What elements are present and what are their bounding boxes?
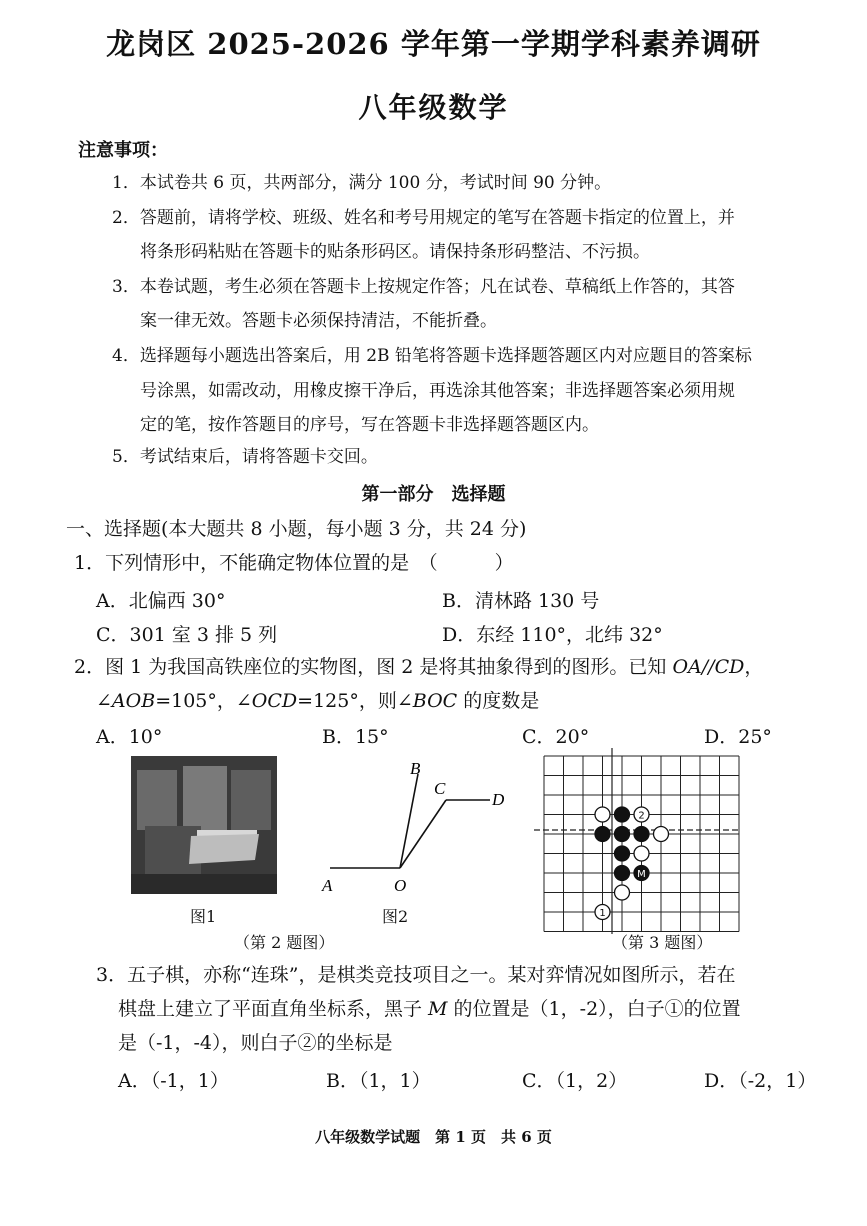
black-stone	[634, 827, 649, 842]
label-c: C	[434, 779, 446, 798]
note-line: 号涂黑，如需改动，用橡皮擦干净后，再选涂其他答案；非选择题答案必须用规	[140, 381, 735, 401]
angle-figure	[318, 756, 518, 896]
black-stone	[615, 846, 630, 861]
notes-heading: 注意事项：	[78, 140, 168, 161]
q1-option-b: B．清林路 130 号	[442, 590, 600, 612]
q1-stem: 1．下列情形中，不能确定物体位置的是 （ ）	[74, 552, 514, 574]
train-seat-photo	[131, 756, 277, 894]
q2-figure-caption: （第 2 题图）	[234, 933, 335, 952]
q3-stem-line3: 是（-1，-4），则白子②的坐标是	[118, 1032, 393, 1054]
q1-option-a: A．北偏西 30°	[96, 590, 226, 612]
black-stone	[615, 807, 630, 822]
q3-option-b: B．（1，1）	[326, 1070, 431, 1092]
black-stone	[595, 827, 610, 842]
q3-figure-caption: （第 3 题图）	[612, 933, 713, 952]
q2-option-a: A．10°	[96, 726, 163, 748]
q3-stem-line1: 3．五子棋，亦称“连珠”，是棋类竞技项目之一。某对弈情况如图所示，若在	[96, 964, 736, 986]
label-b: B	[410, 759, 421, 778]
note-line: 1．本试卷共 6 页，共两部分，满分 100 分，考试时间 90 分钟。	[112, 173, 612, 193]
q1-option-d: D．东经 110°，北纬 32°	[442, 624, 663, 646]
exam-title: 龙岗区 2025-2026 学年第一学期学科素养调研	[106, 27, 761, 61]
white-stone	[615, 885, 630, 900]
stone-label: 2	[638, 810, 645, 822]
q3-option-c: C．（1，2）	[522, 1070, 628, 1092]
note-line: 案一律无效。答题卡必须保持清洁，不能折叠。	[140, 311, 497, 331]
note-line: 3．本卷试题，考生必须在答题卡上按规定作答；凡在试卷、草稿纸上作答的，其答	[112, 277, 735, 297]
q1-option-c: C．301 室 3 排 5 列	[96, 624, 278, 646]
white-stone	[634, 846, 649, 861]
q2-option-d: D．25°	[704, 726, 772, 748]
note-line: 5．考试结束后，请将答题卡交回。	[112, 447, 378, 467]
note-line: 将条形码粘贴在答题卡的贴条形码区。请保持条形码整洁、不污损。	[140, 242, 650, 262]
page-footer: 八年级数学试题 第 1 页 共 6 页	[315, 1128, 552, 1146]
exam-subtitle: 八年级数学	[358, 91, 509, 124]
white-stone	[654, 827, 669, 842]
part-title: 第一部分 选择题	[361, 484, 506, 505]
gomoku-board	[534, 748, 740, 934]
label-o: O	[394, 876, 407, 895]
q2-option-c: C．20°	[522, 726, 590, 748]
q2-option-b: B．15°	[322, 726, 389, 748]
q3-option-a: A．（-1，1）	[118, 1070, 229, 1092]
black-stone	[615, 866, 630, 881]
fig1-caption: 图1	[190, 907, 217, 926]
stone-label: M	[637, 869, 646, 880]
q3-option-d: D．（-2，1）	[704, 1070, 817, 1092]
label-d: D	[492, 790, 505, 809]
section-heading: 一、选择题(本大题共 8 小题，每小题 3 分，共 24 分)	[66, 518, 527, 540]
label-a: A	[322, 876, 333, 895]
stone-label: 1	[599, 908, 606, 919]
q3-stem-line2: 棋盘上建立了平面直角坐标系，黑子 M 的位置是（1，-2），白子①的位置	[118, 998, 741, 1020]
q2-stem-line1: 2．图 1 为我国高铁座位的实物图，图 2 是将其抽象得到的图形。已知 OA//CD，	[74, 656, 764, 678]
q2-stem-line2: ∠AOB=105°，∠OCD=125°，则∠BOC 的度数是	[96, 690, 540, 712]
white-stone	[595, 807, 610, 822]
note-line: 2．答题前，请将学校、班级、姓名和考号用规定的笔写在答题卡指定的位置上，并	[112, 208, 735, 228]
fig2-caption: 图2	[382, 907, 409, 926]
note-line: 4．选择题每小题选出答案后，用 2B 铅笔将答题卡选择题答题区内对应题目的答案标	[112, 346, 752, 366]
note-line: 定的笔，按作答题目的序号，写在答题卡非选择题答题区内。	[140, 415, 599, 435]
black-stone	[615, 827, 630, 842]
